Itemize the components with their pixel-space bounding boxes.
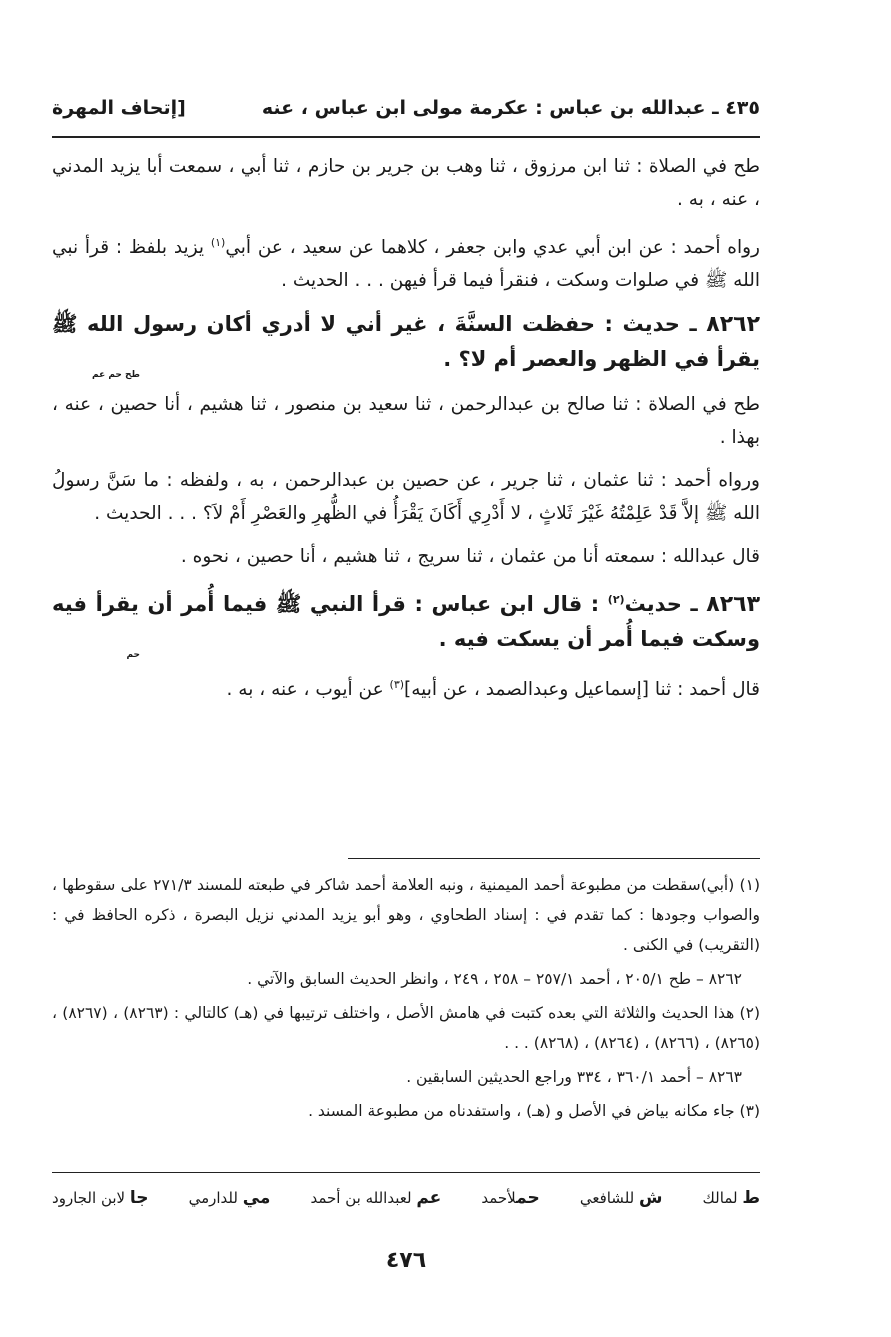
- legend-item: حملأحمد: [481, 1188, 540, 1208]
- legend-item: ش للشافعي: [579, 1188, 663, 1208]
- footnote-3: (٣) جاء مكانه بياض في الأصل و (هـ) ، واستفدناه من مطبوعة المسند .: [308, 1102, 760, 1120]
- legend-item: عم لعبدالله بن أحمد: [310, 1188, 442, 1208]
- running-header: [52, 88, 760, 128]
- legend-item: مي للدارمي: [188, 1188, 271, 1208]
- hadith-8262: ٨٢٦٢ ـ حديث : حفظت السنَّةَ ، غير أني لا أدري أكان رسول الله ﷺ يقرأ في الظهر والعصر أم لا؟ . طح حم عم: [52, 312, 760, 381]
- header-book-title: [إتحاف المهرة: [52, 97, 186, 119]
- paragraph-tahawi-1: طح في الصلاة : ثنا ابن مرزوق ، ثنا وهب بن جرير بن حازم ، ثنا أبي ، سمعت أبا يزيد المدني ، عنه ، به .: [52, 156, 760, 210]
- footnote-ref-8262: ٨٢٦٢ – طح ٢٠٥/١ ، أحمد ٢٥٧/١ – ٢٥٨ ، ٢٤٩ ، وانظر الحديث السابق والآتي .: [247, 970, 742, 988]
- footnote-ref-8263: ٨٢٦٣ – أحمد ٣٦٠/١ ، ٣٣٤ وراجع الحديثين السابقين .: [406, 1068, 742, 1086]
- hadith-number: ٨٢٦٢: [706, 312, 760, 338]
- source-codes: حم: [126, 650, 140, 661]
- header-divider: [52, 136, 760, 138]
- footnote-ref-1[interactable]: (١): [210, 236, 226, 249]
- footnote-ref-3[interactable]: (٣): [389, 678, 405, 692]
- hadith-number: ٨٢٦٣: [706, 592, 760, 618]
- header-chapter-title: ٤٣٥ ـ عبدالله بن عباس : عكرمة مولى ابن عباس ، عنه: [261, 97, 760, 119]
- page-number: ٤٧٦: [385, 1248, 427, 1273]
- abbreviation-legend: [52, 1188, 760, 1208]
- footnotes: [52, 870, 760, 1130]
- paragraph-ahmad-3: قال أحمد : ثنا [إسماعيل وعبدالصمد ، عن أبيه]$^{(٣)}$ عن أيوب ، عنه ، به .: [226, 678, 760, 701]
- footnote-divider: [348, 858, 760, 859]
- paragraph-ahmad-2: ورواه أحمد : ثنا عثمان ، ثنا جرير ، عن حصين بن عبدالرحمن ، به ، ولفظه : ما سَنَّ رسولُ الله ﷺ إلاَّ قَدْ عَلِمْتُهُ غَيْرَ ثَلاثٍ ، لا أَدْرِي أَكَانَ يَقْرَأُ في الظُّهرِ والعَصْرِ أَمْ لاَ؟ . . . الحديث .: [52, 470, 760, 525]
- paragraph-tahawi-2: طح في الصلاة : ثنا صالح بن عبدالرحمن ، ثنا سعيد بن منصور ، ثنا هشيم ، أنا حصين ، عنه ، بهذا .: [52, 394, 760, 449]
- footnote-ref-2[interactable]: (٢): [607, 593, 625, 607]
- source-codes: طح حم عم: [92, 370, 140, 381]
- legend-item: ط لمالك: [702, 1188, 760, 1208]
- legend-divider: [52, 1172, 760, 1173]
- footnote-1: (١) (أبي)سقطت من مطبوعة أحمد الميمنية ، ونبه العلامة أحمد شاكر في طبعته للمسند ٢٧١/٣ على سقوطها ، والصواب وجودها : كما تقدم في : إسناد الطحاوي ، وهو أبو يزيد المدني نزيل البصرة ، ذكره الحافظ في : (التقريب) في الكنى .: [52, 876, 760, 954]
- hadith-8263: ٨٢٦٣ ـ حديث$^{(٢)}$ : قال ابن عباس : قرأ النبي ﷺ فيما أُمر أن يقرأ فيه وسكت فيما أُمر أن يسكت فيه . حم: [52, 592, 760, 661]
- legend-item: جا لابن الجارود: [52, 1188, 149, 1208]
- main-text: [52, 150, 760, 716]
- paragraph-ahmad-1: رواه أحمد : عن ابن أبي عدي وابن جعفر ، كلاهما عن سعيد ، عن أبي$^{(١)}$ يزيد بلفظ : قرأ نبي الله ﷺ في صلوات وسكت ، فنقرأ فيما قرأ فيهن . . . الحديث .: [52, 236, 760, 292]
- footnote-2: (٢) هذا الحديث والثلاثة التي بعده كتبت في هامش الأصل ، واختلف ترتيبها في (هـ) كالتالي : (٨٢٦٣) ، (٨٢٦٧) ، (٨٢٦٥) ، (٨٢٦٦) ، (٨٢٦٤) ، (٨٢٦٨) . . .: [52, 1004, 760, 1052]
- paragraph-abdullah: قال عبدالله : سمعته أنا من عثمان ، ثنا سريج ، ثنا هشيم ، أنا حصين ، نحوه .: [180, 546, 760, 568]
